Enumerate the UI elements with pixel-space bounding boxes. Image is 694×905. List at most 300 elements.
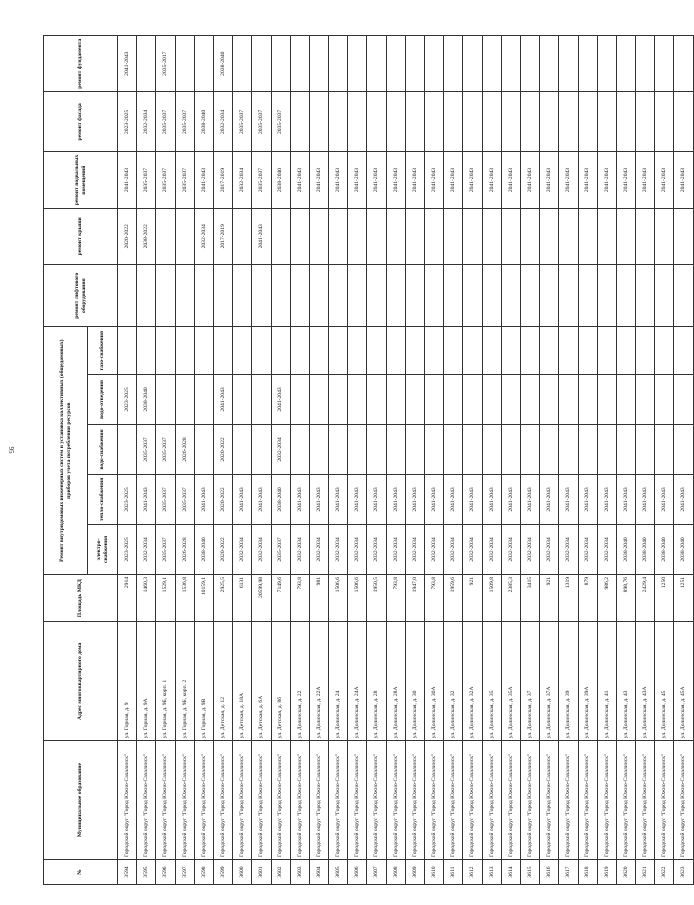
cell-municipality: Городской округ "Город Южно-Сахалинск" <box>252 741 271 860</box>
cell-foundation <box>559 36 578 92</box>
cell-municipality: Городской округ "Город Южно-Сахалинск" <box>597 741 616 860</box>
cell-facade <box>463 92 482 152</box>
cell-num: 3600 <box>233 860 252 885</box>
cell-basement: 2041-2043 <box>559 152 578 208</box>
cell-electricity: 2032-2034 <box>444 524 463 574</box>
cell-area: 1536,8 <box>175 574 194 622</box>
cell-elevator <box>425 264 444 327</box>
cell-num: 3597 <box>175 860 194 885</box>
cell-basement: 2041-2043 <box>290 152 309 208</box>
cell-basement: 2038-2040 <box>271 152 290 208</box>
cell-foundation <box>655 36 674 92</box>
cell-sewer <box>367 374 386 424</box>
cell-area: 793,8 <box>425 574 444 622</box>
cell-elevator <box>233 264 252 327</box>
cell-facade <box>597 92 616 152</box>
cell-electricity: 2032-2034 <box>463 524 482 574</box>
cell-area: 1959,6 <box>444 574 463 622</box>
cell-elevator <box>156 264 175 327</box>
cell-num: 3621 <box>636 860 655 885</box>
cell-roof <box>559 208 578 264</box>
cell-sewer: 2041-2043 <box>213 374 232 424</box>
cell-area: 1506,6 <box>348 574 367 622</box>
cell-gas <box>290 327 309 375</box>
header-num: № <box>44 860 118 885</box>
cell-address: ул. Горная, д. 9 <box>118 622 137 741</box>
cell-sewer <box>175 374 194 424</box>
cell-basement: 2041-2043 <box>482 152 501 208</box>
cell-foundation: 2035-2017 <box>156 36 175 92</box>
cell-electricity: 2032-2034 <box>329 524 348 574</box>
cell-roof: 2017-2019 <box>213 208 232 264</box>
cell-gas <box>137 327 156 375</box>
table-row <box>386 36 405 885</box>
cell-area: 1947,0 <box>405 574 424 622</box>
cell-elevator <box>367 264 386 327</box>
cell-elevator <box>482 264 501 327</box>
cell-area: 1250 <box>655 574 674 622</box>
table-row <box>655 36 674 885</box>
cell-facade <box>309 92 328 152</box>
cell-area: 10159,1 <box>194 574 213 622</box>
cell-foundation <box>425 36 444 92</box>
cell-facade <box>559 92 578 152</box>
cell-water <box>674 424 693 474</box>
cell-basement: 2035-2037 <box>156 152 175 208</box>
cell-address: ул. Детская, д. 6А <box>252 622 271 741</box>
cell-sewer <box>233 374 252 424</box>
cell-municipality: Городской округ "Город Южно-Сахалинск" <box>175 741 194 860</box>
cell-basement: 2041-2043 <box>118 152 137 208</box>
cell-water <box>252 424 271 474</box>
cell-facade: 2035-2037 <box>175 92 194 152</box>
cell-address: ул. Долинская, д. 28А <box>386 622 405 741</box>
cell-municipality: Городской округ "Город Южно-Сахалинск" <box>329 741 348 860</box>
cell-municipality: Городской округ "Город Южно-Сахалинск" <box>213 741 232 860</box>
cell-roof <box>386 208 405 264</box>
cell-water <box>520 424 539 474</box>
header-elevator: ремонт лифтового оборудования <box>44 264 118 327</box>
table-row <box>213 36 232 885</box>
cell-area: 1460,3 <box>137 574 156 622</box>
cell-facade <box>636 92 655 152</box>
cell-address: ул. Долинская, д. 22 <box>290 622 309 741</box>
cell-gas <box>463 327 482 375</box>
cell-elevator <box>540 264 559 327</box>
cell-area: 921 <box>540 574 559 622</box>
cell-gas <box>405 327 424 375</box>
cell-area: 793,8 <box>290 574 309 622</box>
cell-address: ул. Детская, д. 18А <box>233 622 252 741</box>
cell-foundation <box>271 36 290 92</box>
cell-area: 981 <box>309 574 328 622</box>
cell-elevator <box>501 264 520 327</box>
cell-heat: 2035-2037 <box>156 474 175 524</box>
cell-basement: 2041-2043 <box>425 152 444 208</box>
cell-address: ул. Долинская, д. 32 <box>444 622 463 741</box>
cell-roof <box>520 208 539 264</box>
cell-num: 3612 <box>463 860 482 885</box>
cell-heat: 2041-2043 <box>329 474 348 524</box>
table-row <box>175 36 194 885</box>
cell-municipality: Городской округ "Город Южно-Сахалинск" <box>482 741 501 860</box>
cell-sewer: 2041-2043 <box>271 374 290 424</box>
cell-heat: 2020-2022 <box>213 474 232 524</box>
cell-foundation <box>578 36 597 92</box>
cell-sewer <box>348 374 367 424</box>
cell-municipality: Городской округ "Город Южно-Сахалинск" <box>367 741 386 860</box>
cell-sewer <box>425 374 444 424</box>
table-row <box>329 36 348 885</box>
cell-address: ул. Долинская, д. 24А <box>348 622 367 741</box>
cell-num: 3602 <box>271 860 290 885</box>
cell-heat: 2041-2043 <box>290 474 309 524</box>
cell-basement: 2041-2043 <box>540 152 559 208</box>
cell-num: 3617 <box>559 860 578 885</box>
cell-gas <box>156 327 175 375</box>
cell-address: ул. Долинская, д. 32А <box>463 622 482 741</box>
cell-foundation <box>329 36 348 92</box>
cell-address: ул. Горная, д. 9Б, корп. 1 <box>156 622 175 741</box>
header-sewer: водо-отведения <box>88 374 118 424</box>
cell-num: 3601 <box>252 860 271 885</box>
cell-facade <box>540 92 559 152</box>
cell-area: 1251 <box>674 574 693 622</box>
header-water: водо-снабжения <box>88 424 118 474</box>
cell-heat: 2038-2040 <box>271 474 290 524</box>
header-roof: ремонт крыши <box>44 208 118 264</box>
table-row <box>616 36 635 885</box>
cell-area: 3415 <box>520 574 539 622</box>
table-row <box>405 36 424 885</box>
cell-sewer <box>405 374 424 424</box>
cell-gas <box>329 327 348 375</box>
cell-basement: 2035-2037 <box>252 152 271 208</box>
table-row <box>463 36 482 885</box>
table-row <box>290 36 309 885</box>
cell-num: 3615 <box>520 860 539 885</box>
cell-municipality: Городской округ "Город Южно-Сахалинск" <box>463 741 482 860</box>
cell-sewer <box>540 374 559 424</box>
header-heat: тепло-снабжения <box>88 474 118 524</box>
cell-heat: 2041-2043 <box>194 474 213 524</box>
cell-heat: 2041-2043 <box>386 474 405 524</box>
cell-basement: 2041-2043 <box>501 152 520 208</box>
cell-area: 921 <box>463 574 482 622</box>
cell-elevator <box>348 264 367 327</box>
cell-water <box>636 424 655 474</box>
cell-area: 898,76 <box>616 574 635 622</box>
cell-elevator <box>290 264 309 327</box>
cell-area: 1950,5 <box>367 574 386 622</box>
table-row <box>540 36 559 885</box>
cell-roof <box>348 208 367 264</box>
cell-foundation <box>290 36 309 92</box>
cell-sewer <box>559 374 578 424</box>
cell-address: ул. Долинская, д. 39А <box>578 622 597 741</box>
header-gas: газо-снабжения <box>88 327 118 375</box>
table-row <box>597 36 616 885</box>
table-row <box>309 36 328 885</box>
cell-municipality: Городской округ "Город Южно-Сахалинск" <box>156 741 175 860</box>
cell-electricity: 2032-2034 <box>386 524 405 574</box>
cell-area: 2925,5 <box>213 574 232 622</box>
table-row <box>578 36 597 885</box>
cell-foundation <box>444 36 463 92</box>
cell-gas <box>655 327 674 375</box>
header-area: Площадь МКД <box>44 574 118 622</box>
cell-municipality: Городской округ "Город Южно-Сахалинск" <box>386 741 405 860</box>
cell-gas <box>674 327 693 375</box>
cell-facade <box>578 92 597 152</box>
cell-roof <box>674 208 693 264</box>
cell-elevator <box>329 264 348 327</box>
cell-sewer <box>309 374 328 424</box>
cell-municipality: Городской округ "Город Южно-Сахалинск" <box>425 741 444 860</box>
cell-area: 2385,3 <box>501 574 520 622</box>
cell-heat: 2041-2043 <box>405 474 424 524</box>
cell-area: 1529,1 <box>156 574 175 622</box>
cell-sewer <box>444 374 463 424</box>
cell-facade: 2035-2037 <box>252 92 271 152</box>
cell-municipality: Городской округ "Город Южно-Сахалинск" <box>501 741 520 860</box>
cell-heat: 2041-2043 <box>463 474 482 524</box>
header-basement: ремонт подвальных помещений <box>44 152 118 208</box>
cell-address: ул. Долинская, д. 35А <box>501 622 520 741</box>
cell-municipality: Городской округ "Город Южно-Сахалинск" <box>520 741 539 860</box>
cell-roof <box>367 208 386 264</box>
cell-sewer <box>520 374 539 424</box>
cell-address: ул. Долинская, д. 22А <box>309 622 328 741</box>
cell-electricity: 2038-2040 <box>636 524 655 574</box>
cell-roof <box>616 208 635 264</box>
cell-area: 6131 <box>233 574 252 622</box>
cell-elevator <box>655 264 674 327</box>
cell-address: ул. Долинская, д. 41 <box>597 622 616 741</box>
cell-address: ул. Долинская, д. 30А <box>425 622 444 741</box>
cell-roof <box>578 208 597 264</box>
cell-foundation <box>540 36 559 92</box>
table-row <box>348 36 367 885</box>
cell-roof: 2038-2022 <box>137 208 156 264</box>
cell-num: 3623 <box>674 860 693 885</box>
cell-heat: 2023-2025 <box>118 474 137 524</box>
cell-heat: 2041-2043 <box>137 474 156 524</box>
cell-basement: 2041-2043 <box>367 152 386 208</box>
cell-basement: 2032-2034 <box>233 152 252 208</box>
cell-heat: 2041-2043 <box>540 474 559 524</box>
cell-electricity: 2035-2037 <box>271 524 290 574</box>
cell-electricity: 2038-2040 <box>674 524 693 574</box>
table-row <box>156 36 175 885</box>
cell-elevator <box>252 264 271 327</box>
cell-water <box>118 424 137 474</box>
cell-electricity: 2032-2034 <box>578 524 597 574</box>
cell-elevator <box>194 264 213 327</box>
cell-facade <box>482 92 501 152</box>
cell-facade <box>348 92 367 152</box>
cell-facade <box>405 92 424 152</box>
cell-gas <box>348 327 367 375</box>
cell-water <box>501 424 520 474</box>
cell-num: 3619 <box>597 860 616 885</box>
cell-sewer <box>252 374 271 424</box>
cell-foundation <box>309 36 328 92</box>
cell-address: ул. Долинская, д. 30 <box>405 622 424 741</box>
cell-num: 3620 <box>616 860 635 885</box>
cell-municipality: Городской округ "Город Южно-Сахалинск" <box>655 741 674 860</box>
cell-roof <box>501 208 520 264</box>
table-row <box>271 36 290 885</box>
cell-heat: 2041-2043 <box>559 474 578 524</box>
table-row <box>194 36 213 885</box>
cell-foundation <box>233 36 252 92</box>
cell-num: 3604 <box>309 860 328 885</box>
cell-roof <box>425 208 444 264</box>
cell-roof <box>175 208 194 264</box>
table-row <box>482 36 501 885</box>
header-address: Адрес многоквартирного дома <box>44 622 118 741</box>
cell-num: 3609 <box>405 860 424 885</box>
cell-heat: 2041-2043 <box>252 474 271 524</box>
cell-roof <box>329 208 348 264</box>
cell-sewer <box>482 374 501 424</box>
cell-foundation: 2038-2040 <box>213 36 232 92</box>
cell-heat: 2041-2043 <box>636 474 655 524</box>
cell-num: 3613 <box>482 860 501 885</box>
cell-heat: 2041-2043 <box>501 474 520 524</box>
cell-facade <box>367 92 386 152</box>
header-metering-group: Ремонт внутридомовых инженерных систем и установка коллективных (общедомовых) приборов учета потребления ресурсов <box>44 327 88 575</box>
cell-water: 2035-2037 <box>156 424 175 474</box>
cell-gas <box>309 327 328 375</box>
cell-address: ул. Долинская, д. 45 <box>655 622 674 741</box>
cell-num: 3606 <box>348 860 367 885</box>
cell-electricity: 2032-2034 <box>559 524 578 574</box>
cell-foundation <box>674 36 693 92</box>
table-row <box>674 36 693 885</box>
cell-sewer <box>463 374 482 424</box>
cell-electricity: 2020-2022 <box>213 524 232 574</box>
cell-electricity: 2032-2034 <box>252 524 271 574</box>
cell-gas <box>213 327 232 375</box>
cell-sewer <box>616 374 635 424</box>
cell-address: ул. Долинская, д. 35 <box>482 622 501 741</box>
cell-elevator <box>463 264 482 327</box>
cell-num: 3607 <box>367 860 386 885</box>
cell-foundation <box>386 36 405 92</box>
cell-electricity: 2032-2034 <box>501 524 520 574</box>
cell-municipality: Городской округ "Город Южно-Сахалинск" <box>137 741 156 860</box>
cell-roof <box>290 208 309 264</box>
cell-gas <box>386 327 405 375</box>
cell-electricity: 2035-2037 <box>156 524 175 574</box>
cell-roof <box>444 208 463 264</box>
cell-num: 3603 <box>290 860 309 885</box>
cell-electricity: 2032-2034 <box>348 524 367 574</box>
cell-gas <box>597 327 616 375</box>
cell-basement: 2041-2043 <box>520 152 539 208</box>
cell-facade: 2032-2034 <box>137 92 156 152</box>
cell-facade <box>501 92 520 152</box>
cell-gas <box>233 327 252 375</box>
cell-basement: 2041-2043 <box>636 152 655 208</box>
cell-heat: 2035-2037 <box>175 474 194 524</box>
cell-heat: 2041-2043 <box>655 474 674 524</box>
cell-foundation: 2041-2043 <box>118 36 137 92</box>
cell-foundation <box>137 36 156 92</box>
cell-water: 2026-2028 <box>175 424 194 474</box>
cell-water <box>405 424 424 474</box>
cell-roof <box>636 208 655 264</box>
cell-foundation <box>616 36 635 92</box>
cell-elevator <box>674 264 693 327</box>
cell-heat: 2041-2043 <box>348 474 367 524</box>
cell-area: 1319 <box>559 574 578 622</box>
header-facade: ремонт фасада <box>44 92 118 152</box>
cell-roof <box>540 208 559 264</box>
cell-sewer <box>655 374 674 424</box>
cell-roof <box>463 208 482 264</box>
cell-foundation <box>405 36 424 92</box>
cell-facade <box>386 92 405 152</box>
cell-foundation <box>252 36 271 92</box>
table-row <box>559 36 578 885</box>
cell-foundation <box>175 36 194 92</box>
cell-water <box>463 424 482 474</box>
cell-num: 3616 <box>540 860 559 885</box>
cell-area: 1506,6 <box>329 574 348 622</box>
cell-area: 7149,6 <box>271 574 290 622</box>
cell-elevator <box>175 264 194 327</box>
cell-address: ул. Долинская, д. 39 <box>559 622 578 741</box>
cell-roof <box>271 208 290 264</box>
cell-basement: 2041-2043 <box>674 152 693 208</box>
cell-basement: 2035-2037 <box>175 152 194 208</box>
cell-electricity: 2032-2034 <box>597 524 616 574</box>
cell-electricity: 2032-2034 <box>137 524 156 574</box>
cell-sewer: 2023-2025 <box>118 374 137 424</box>
cell-water <box>540 424 559 474</box>
cell-water <box>482 424 501 474</box>
cell-water <box>309 424 328 474</box>
cell-elevator <box>271 264 290 327</box>
cell-gas <box>482 327 501 375</box>
cell-roof <box>482 208 501 264</box>
cell-municipality: Городской округ "Город Южно-Сахалинск" <box>348 741 367 860</box>
cell-municipality: Городской округ "Город Южно-Сахалинск" <box>540 741 559 860</box>
cell-address: ул. Долинская, д. 37А <box>540 622 559 741</box>
cell-num: 3594 <box>118 860 137 885</box>
cell-water <box>348 424 367 474</box>
cell-elevator <box>386 264 405 327</box>
cell-municipality: Городской округ "Город Южно-Сахалинск" <box>674 741 693 860</box>
cell-address: ул. Горная, д. 9В <box>194 622 213 741</box>
cell-municipality: Городской округ "Город Южно-Сахалинск" <box>616 741 635 860</box>
cell-gas <box>367 327 386 375</box>
cell-elevator <box>405 264 424 327</box>
cell-elevator <box>520 264 539 327</box>
cell-address: ул. Горная, д. 9А <box>137 622 156 741</box>
cell-municipality: Городской округ "Город Южно-Сахалинск" <box>271 741 290 860</box>
cell-basement: 2017-2019 <box>213 152 232 208</box>
cell-gas <box>559 327 578 375</box>
cell-heat: 2041-2043 <box>309 474 328 524</box>
cell-water <box>655 424 674 474</box>
table-row <box>252 36 271 885</box>
cell-heat: 2041-2043 <box>597 474 616 524</box>
cell-electricity: 2032-2034 <box>290 524 309 574</box>
